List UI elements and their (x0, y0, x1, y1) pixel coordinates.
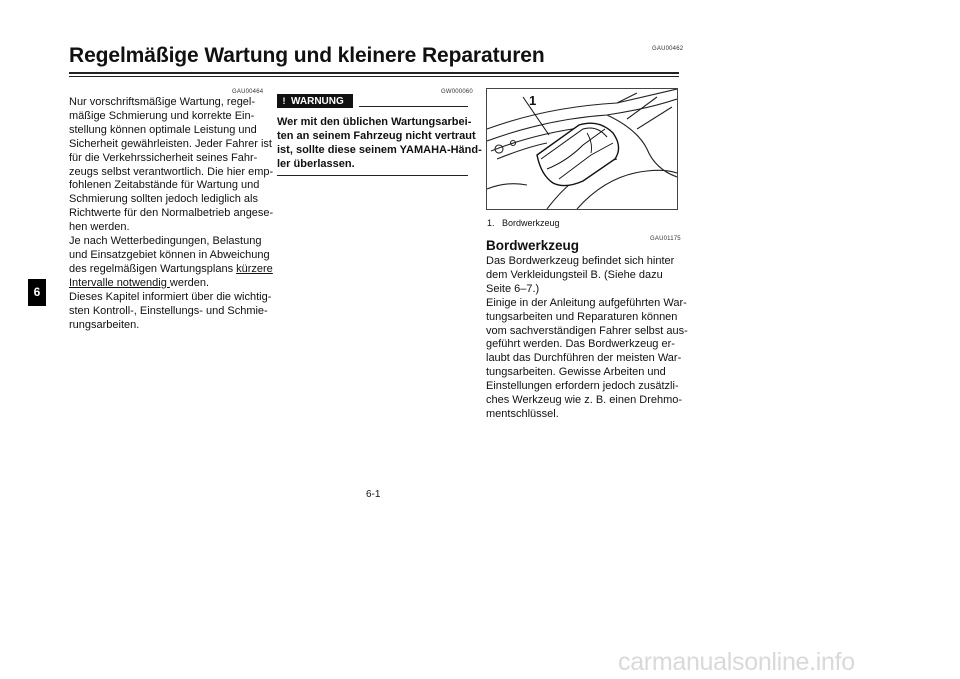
page-title: Regelmäßige Wartung und kleinere Reparaturen (69, 44, 545, 67)
chapter-tab[interactable]: 6 (28, 279, 46, 306)
warning-code: GW000060 (441, 89, 473, 95)
underlined-text-2: Intervalle notwendig (69, 276, 170, 289)
toolkit-figure (486, 88, 678, 210)
warning-header-line (359, 106, 468, 107)
title-rule-thick (69, 72, 679, 74)
page-number: 6-1 (366, 489, 381, 500)
header-code: GAU00462 (652, 46, 684, 52)
intro-text-part1: Nur vorschriftsmäßige Wartung, regel- mäßige Schmierung und korrekte Ein- stellung können optimale Leistung und Sicherheit gewährleisten. Jeder Fahrer ist für die Verkehrssicherheit seines Fahr- zeugs selbst verantwortlich. Die hier emp- fohlenen Zeitabstände für Wartung und Schmierung sollten jedoch lediglich als Richtwerte für den Normalbetrieb angese- hen werden. Je nach Wetterbedingungen, Belastung und Einsatzgebiet können in Abweichung des regelmäßigen Wartungsplans (69, 96, 274, 275)
figure-callout-number: 1 (529, 93, 537, 108)
tools-section-code: GAU01175 (650, 236, 681, 242)
toolkit-illustration (487, 89, 677, 209)
left-section-code: GAU00464 (232, 89, 264, 95)
figure-caption: 1. Bordwerkzeug (487, 218, 560, 228)
warning-label: WARNUNG (291, 96, 344, 107)
warning-triangle-icon: ! (282, 96, 286, 106)
tools-section-text: Das Bordwerkzeug befindet sich hinter dem Verkleidungsteil B. (Siehe dazu Seite 6–7.) Einige in der Anleitung aufgeführten War- tungsarbeiten und Reparaturen können vom sachverständigen Fahrer selbst aus- geführt werden. Das Bordwerkzeug er- laubt das Durchführen der meisten War- tungsarbeiten. Gewisse Arbeiten und Einstellungen erfordern jedoch zusätzli- ches Werkzeug wie z. B. einen Drehmo- mentschlüssel. (486, 255, 688, 420)
warning-bottom-line (277, 175, 468, 176)
maintenance-intro-text (69, 96, 273, 332)
warning-text: Wer mit den üblichen Wartungsarbei- ten an seinem Fahrzeug nicht vertraut ist, sollte diese seinem YAMAHA-Händ- ler überlassen. (277, 116, 482, 170)
tools-section-heading: Bordwerkzeug (486, 238, 580, 253)
underlined-text-1: kürzere (236, 262, 273, 275)
watermark: carmanualsonline.info (618, 648, 855, 676)
title-rule-thin (69, 76, 679, 77)
intro-text-part2: werden. Dieses Kapitel informiert über die wichtig- sten Kontroll-, Einstellungs- und Schmie- rungsarbeiten. (69, 276, 272, 331)
warning-badge (277, 94, 353, 108)
